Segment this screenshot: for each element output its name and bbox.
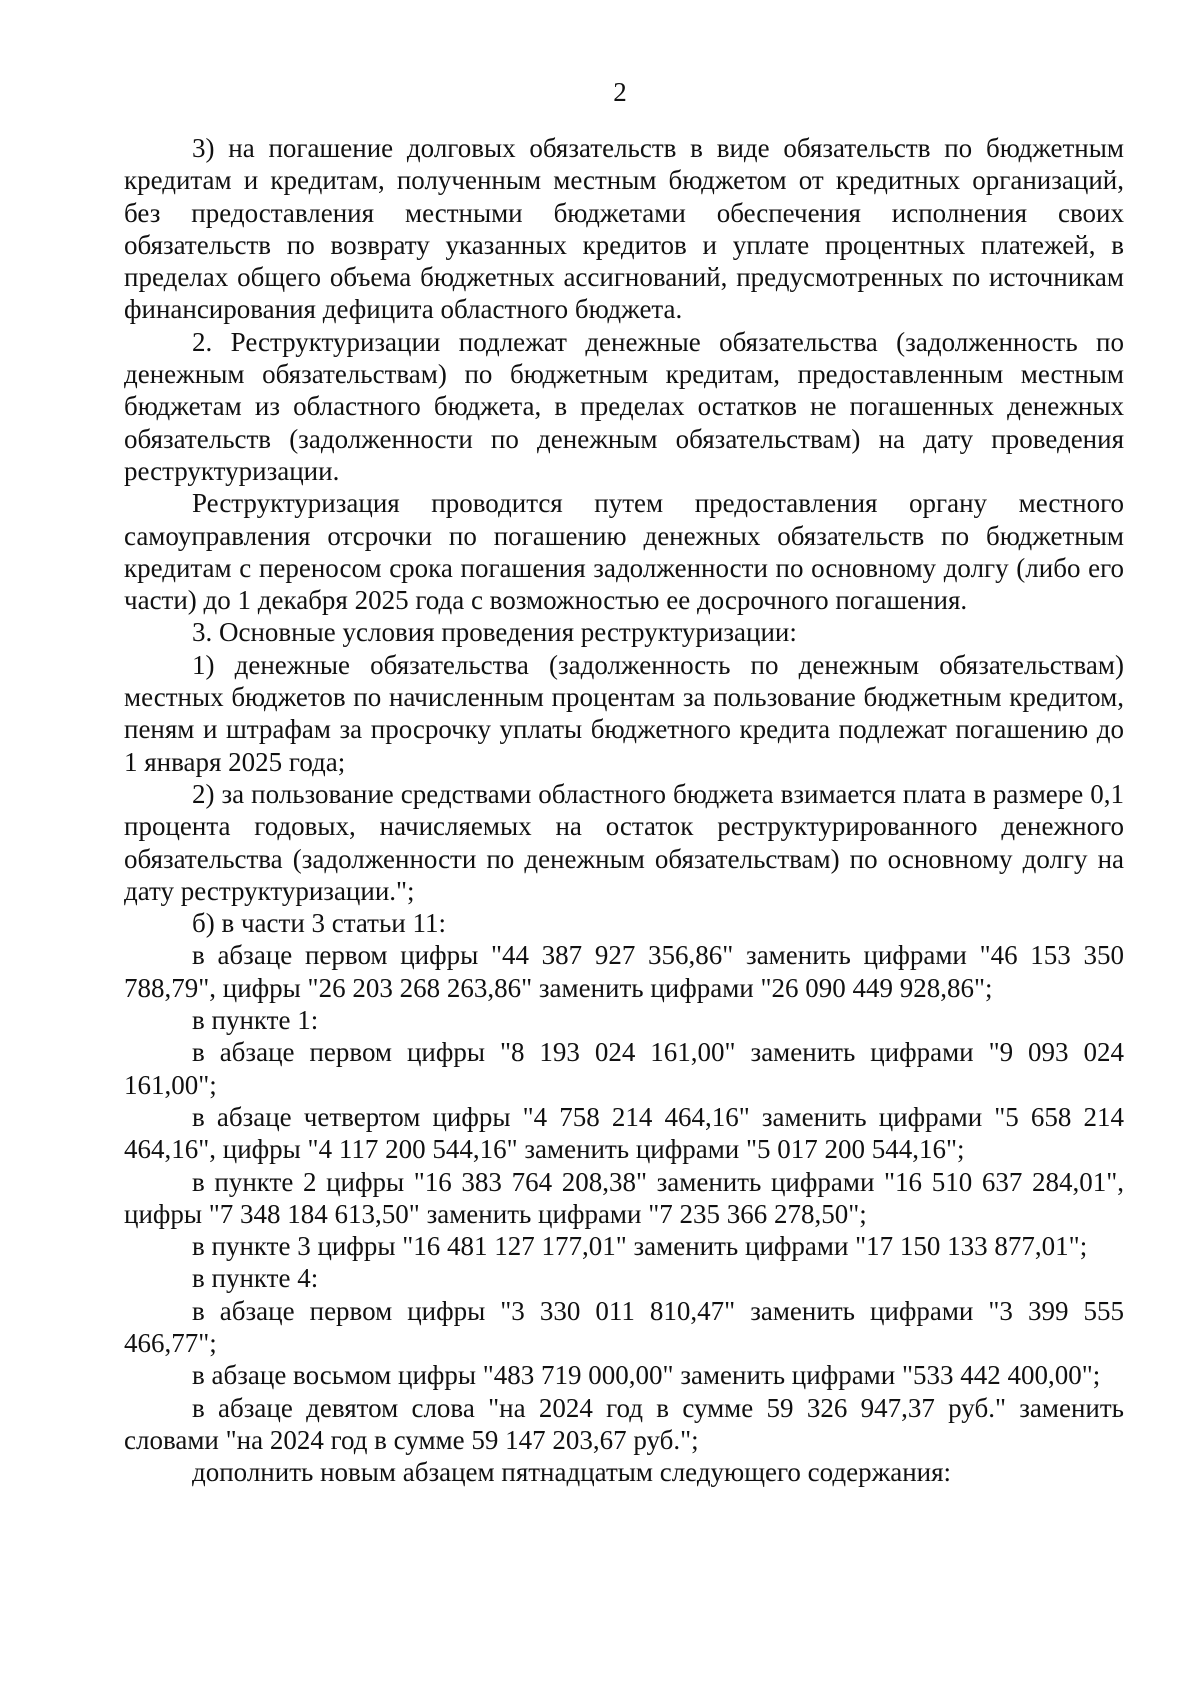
page-number: 2 — [613, 77, 627, 107]
paragraph-restructuring-method: Реструктуризация проводится путем предоставления органу местного самоуправления отсрочки по погашению денежных обязательств по бюджетным кредитам с переносом срока погашения задолженности по основному долгу (либо его части) до 1 декабря 2025 года с возможностью ее досрочного погашения. — [124, 488, 1124, 616]
paragraph-point-4-heading: в пункте 4: — [192, 1263, 319, 1294]
paragraph-point-4-eighth-abzats: в абзаце восьмом цифры "483 719 000,00" заменить цифрами "533 442 400,00"; — [192, 1360, 1101, 1391]
paragraph-point-4-ninth-abzats: в абзаце девятом слова "на 2024 год в сумме 59 326 947,37 руб." заменить словами "на 2024 год в сумме 59 147 203,67 руб."; — [124, 1392, 1124, 1455]
paragraph-amendment-first-abzats: в абзаце первом цифры "44 387 927 356,86" заменить цифрами "46 153 350 788,79", цифры "26 203 268 263,86" заменить цифрами "26 090 449 928,86"; — [124, 940, 1124, 1003]
paragraph-item-3-debt-obligations: 3) на погашение долговых обязательств в виде обязательств по бюджетным кредитам и кредитам, полученным местным бюджетом от кредитных организаций, без предоставления местными бюджетами обеспечения исполнения своих обязательств по возврату указанных кредитов и уплате процентных платежей, в пределах общего объема бюджетных ассигнований, предусмотренных по источникам финансирования дефицита областного бюджета. — [124, 133, 1124, 325]
paragraph-point-2: в пункте 2 цифры "16 383 764 208,38" заменить цифрами "16 510 637 284,01", цифры "7 348 184 613,50" заменить цифрами "7 235 366 278,50"; — [124, 1166, 1124, 1229]
paragraph-point-1-heading: в пункте 1: — [192, 1005, 319, 1036]
document-body — [124, 132, 1124, 1488]
paragraph-point-1-first-abzats: в абзаце первом цифры "8 193 024 161,00" заменить цифрами "9 093 024 161,00"; — [124, 1037, 1124, 1100]
paragraph-section-3-heading: 3. Основные условия проведения реструктуризации: — [192, 617, 797, 648]
paragraph-amendment-b: б) в части 3 статьи 11: — [192, 908, 446, 939]
paragraph-add-fifteenth-abzats: дополнить новым абзацем пятнадцатым следующего содержания: — [192, 1457, 952, 1488]
paragraph-condition-2: 2) за пользование средствами областного бюджета взимается плата в размере 0,1 процента годовых, начисляемых на остаток реструктурированного денежного обязательства (задолженности по денежным обязательствам) по основному долгу на дату реструктуризации."; — [124, 778, 1124, 906]
paragraph-section-2-restructuring-scope: 2. Реструктуризации подлежат денежные обязательства (задолженность по денежным обязательствам) по бюджетным кредитам, предоставленным местным бюджетам из областного бюджета, в пределах остатков не погашенных денежных обязательств (задолженности по денежным обязательствам) на дату проведения реструктуризации. — [124, 326, 1124, 486]
paragraph-condition-1: 1) денежные обязательства (задолженность по денежным обязательствам) местных бюджетов по начисленным процентам за пользование бюджетным кредитом, пеням и штрафам за просрочку уплаты бюджетного кредита подлежат погашению до 1 января 2025 года; — [124, 649, 1124, 777]
paragraph-point-1-fourth-abzats: в абзаце четвертом цифры "4 758 214 464,16" заменить цифрами "5 658 214 464,16", цифры "4 117 200 544,16" заменить цифрами "5 017 200 544,16"; — [124, 1101, 1124, 1165]
paragraph-point-3: в пункте 3 цифры "16 481 127 177,01" заменить цифрами "17 150 133 877,01"; — [192, 1231, 1088, 1262]
paragraph-point-4-first-abzats: в абзаце первом цифры "3 330 011 810,47" заменить цифрами "3 399 555 466,77"; — [124, 1295, 1124, 1358]
